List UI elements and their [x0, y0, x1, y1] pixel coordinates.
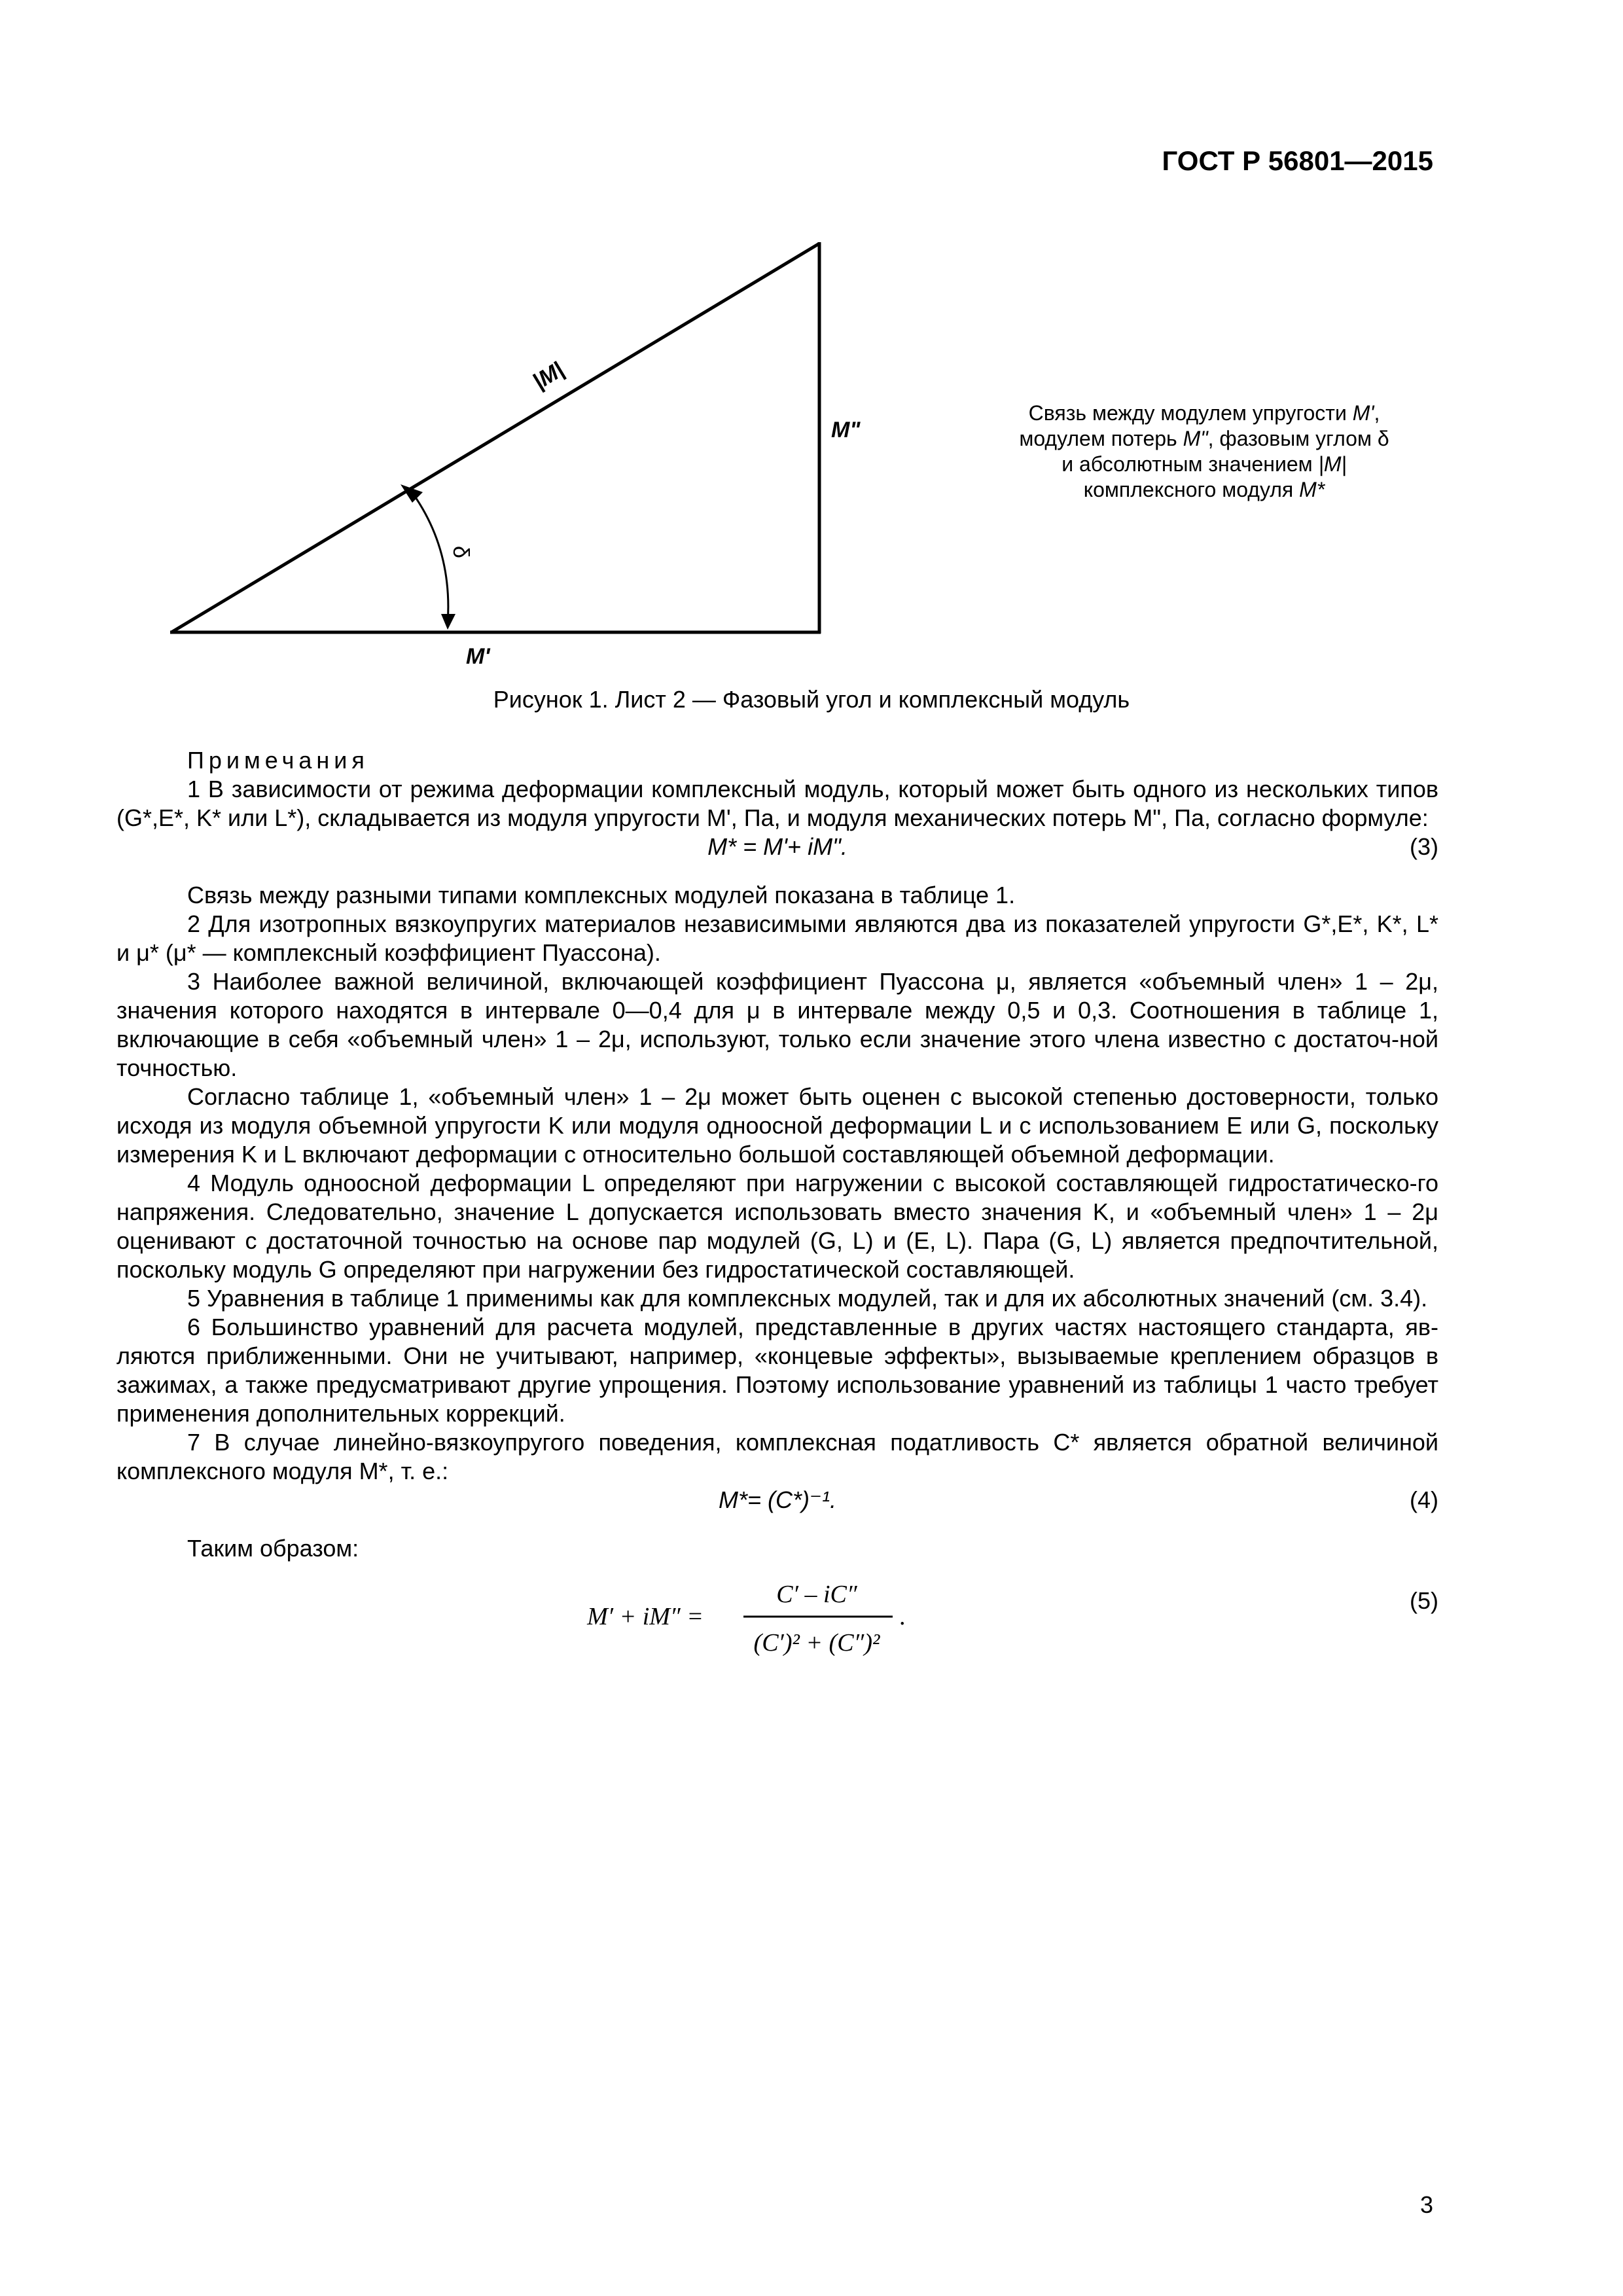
notes-section [116, 746, 1438, 1668]
formula-4: M*= (C*)⁻¹. (4) [719, 1486, 1438, 1513]
formula-3-number: (3) [1410, 833, 1438, 860]
diagram-side-caption: Связь между модулем упругости M', модулем потерь M", фазовым углом δ и абсолютным значением |M| комплексного модуля M* [1019, 401, 1389, 501]
label-abs-modulus: |M| [529, 357, 569, 395]
note-3: 3 Наиболее важной величиной, включающей коэффициент Пуассона μ, является «объемный член» 1 – 2μ, значения которого находятся в интервале 0—0,4 для μ в интервале между 0,5 и 0,3. Соотношения в таблице 1, включающие в себя «объемный член» 1 – 2μ, используют, только если значение этого члена известно с достаточ-ной точностью. [116, 968, 1438, 1081]
formula-5-lhs: M′ + iM″ = [587, 1603, 704, 1630]
formula-5 [116, 1570, 1438, 1668]
note-4: 4 Модуль одноосной деформации L определяют при нагружении с высокой составляющей гидростатическо-го напряжения. Следовательно, значение L допускается использовать вместо значения K, и «объемный член» 1 – 2μ оценивают с достаточной точностью на основе пар модулей (G, L) и (E, L). Пара (G, L) является предпочтительной, поскольку модуль G определяют при нагружении без гидростатической составляющей. [116, 1170, 1438, 1283]
formula-4-number: (4) [1410, 1486, 1438, 1513]
phase-angle-triangle-diagram [0, 0, 1623, 720]
note-7: 7 В случае линейно-вязкоупругого поведения, комплексная податливость C* является обратной величиной комплексного модуля M*, т. е.: [116, 1429, 1438, 1484]
note-7-thus: Таким образом: [187, 1535, 359, 1562]
note-1-table-ref: Связь между разными типами комплексных модулей показана в таблице 1. [187, 882, 1016, 908]
note-5: 5 Уравнения в таблице 1 применимы как для комплексных модулей, так и для их абсолютных значений (см. 3.4). [187, 1285, 1428, 1312]
document-code: ГОСТ Р 56801—2015 [1162, 145, 1433, 176]
label-loss-modulus: M" [831, 418, 861, 442]
formula-5-number: (5) [1410, 1587, 1438, 1614]
page-number: 3 [1419, 2191, 1433, 2218]
note-2: 2 Для изотропных вязкоупругих материалов независимыми являются два из показателей упругости G*,E*, K*, L* и μ* (μ* — комплексный коэффициент Пуассона). [116, 910, 1438, 966]
notes-title: Примечания [187, 747, 369, 774]
label-phase-angle: δ [448, 546, 473, 558]
formula-5-end: . [899, 1603, 906, 1630]
note-3-continued: Согласно таблице 1, «объемный член» 1 – 2μ может быть оценен с высокой степенью достоверности, только исходя из модуля объемной упругости K или модуля одноосной деформации L и с использованием E или G, поскольку измерения K и L включают деформации с относительно большой составляющей объемной деформации. [116, 1083, 1438, 1168]
angle-arc [411, 491, 448, 623]
angle-arrow-bottom [441, 614, 455, 630]
label-storage-modulus: M' [466, 644, 490, 669]
figure-caption: Рисунок 1. Лист 2 — Фазовый угол и комплексный модуль [493, 686, 1130, 713]
formula-5-denominator: (C′)² + (C″)² [753, 1629, 880, 1657]
note-6: 6 Большинство уравнений для расчета модулей, представленные в других частях настоящего стандарта, яв-ляются приближенными. Они не учитывают, например, «концевые эффекты», вызываемые креплением образцов в зажимах, а также предусматривают другие упрощения. Поэтому использование уравнений из таблицы 1 часто требует применения дополнительных коррекций. [116, 1314, 1438, 1427]
note-1: 1 В зависимости от режима деформации комплексный модуль, который может быть одного из нескольких типов (G*,E*, K* или L*), складывается из модуля упругости M', Па, и модуля механических потерь M", Па, согласно формуле: [116, 776, 1438, 831]
formula-5-numerator: C′ – iC″ [776, 1581, 857, 1608]
formula-3: M* = M'+ iM". (3) [707, 833, 1438, 860]
hypotenuse-line [171, 243, 819, 632]
